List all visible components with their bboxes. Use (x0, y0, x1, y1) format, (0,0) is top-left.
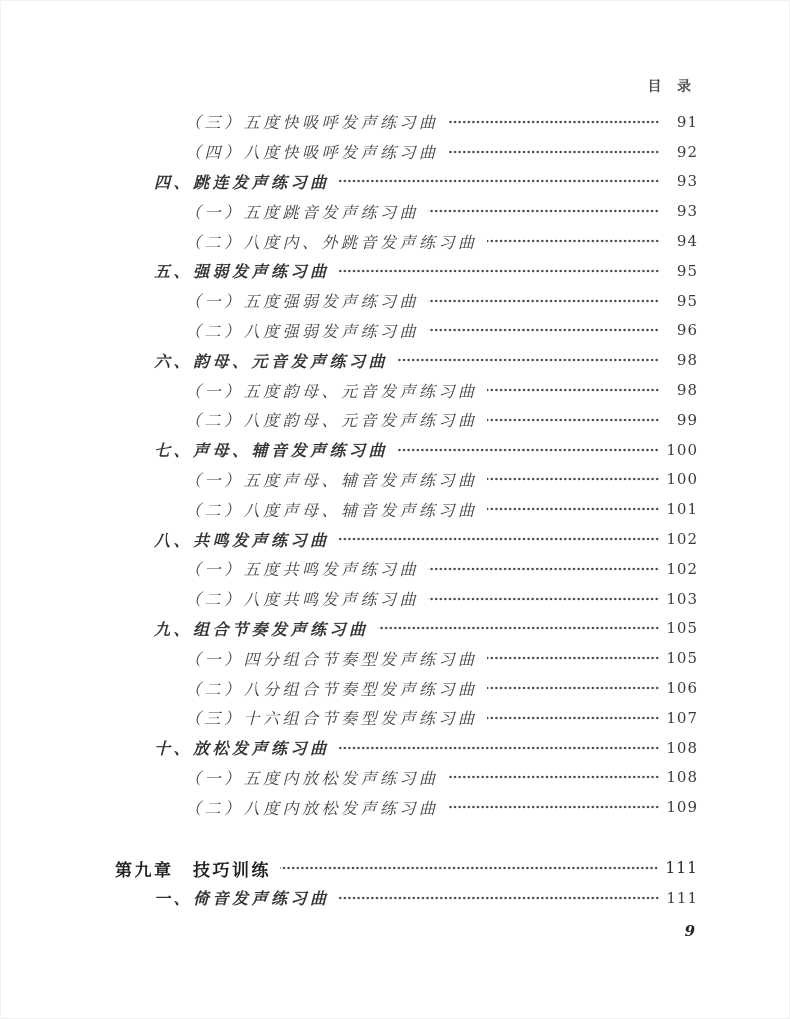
toc-entry (115, 792, 698, 822)
toc-entry (115, 733, 698, 763)
toc-entry-page: 100 (666, 440, 698, 459)
dot-leader (487, 412, 659, 428)
toc-entry-label: （一）五度内放松发声练习曲 (185, 770, 439, 788)
toc-entry (115, 883, 698, 913)
dot-leader (378, 620, 659, 636)
toc-entry-label: （一）五度强弱发声练习曲 (185, 294, 420, 312)
dot-leader (339, 531, 659, 547)
dot-leader (339, 263, 659, 279)
dot-leader (448, 769, 659, 785)
toc-entry-label: （一）五度共鸣发声练习曲 (185, 562, 420, 580)
dot-leader (487, 680, 659, 696)
toc-entry-label: 八、共鸣发声练习曲 (154, 532, 330, 550)
toc-entry-page: 93 (676, 202, 698, 221)
toc-entry-label: （二）八度韵母、元音发声练习曲 (185, 413, 478, 431)
toc-entry-page: 102 (666, 559, 698, 578)
toc-entry (115, 614, 698, 644)
toc-entry-page: 105 (666, 619, 698, 638)
toc-entry-label: 六、韵母、元音发声练习曲 (154, 353, 389, 371)
toc-entry (115, 524, 698, 554)
toc-entry-label: （一）五度韵母、元音发声练习曲 (185, 383, 478, 401)
toc-entry (115, 137, 698, 167)
toc-entry-label: （一）五度声母、辅音发声练习曲 (185, 472, 478, 490)
toc-entry-page: 101 (666, 500, 698, 519)
toc-entry (115, 435, 698, 465)
toc-entry (115, 465, 698, 495)
toc-entry (115, 643, 698, 673)
toc-entry-page: 92 (676, 142, 698, 161)
toc-entry-label: 第九章 技巧训练 (115, 860, 271, 880)
toc-entry (115, 286, 698, 316)
toc-entry-label: （一）五度跳音发声练习曲 (185, 204, 420, 222)
dot-leader (487, 501, 659, 517)
dot-leader (397, 442, 659, 458)
toc-entry-label: 一、倚音发声练习曲 (154, 891, 330, 909)
toc-entry (115, 405, 698, 435)
toc-entry-page: 106 (666, 679, 698, 698)
toc-entry-page: 102 (666, 530, 698, 549)
toc-entry-page: 93 (676, 172, 698, 191)
toc-entry-label: （三）五度快吸呼发声练习曲 (185, 115, 439, 133)
toc-entry (115, 167, 698, 197)
toc-entry (115, 375, 698, 405)
toc-entry (115, 256, 698, 286)
toc-entry-label: （二）八度内、外跳音发声练习曲 (185, 234, 478, 252)
toc-entry (115, 673, 698, 703)
toc-entry-page: 98 (676, 381, 698, 400)
dot-leader (280, 860, 658, 876)
toc-entry-label: （二）八分组合节奏型发声练习曲 (185, 681, 478, 699)
toc-entry-page: 111 (666, 888, 698, 907)
dot-leader (487, 382, 659, 398)
toc-entry-label: 五、强弱发声练习曲 (154, 264, 330, 282)
toc-entry-page: 105 (666, 649, 698, 668)
running-head: 目 录 (647, 80, 697, 95)
dot-leader (448, 114, 659, 130)
dot-leader (428, 591, 659, 607)
toc-entry-page: 98 (676, 351, 698, 370)
toc-entry-label: （二）八度强弱发声练习曲 (185, 323, 420, 341)
toc-entry-page: 103 (666, 589, 698, 608)
toc-entry-label: （四）八度快吸呼发声练习曲 (185, 145, 439, 163)
toc-entry-page: 111 (665, 859, 698, 878)
toc-entry-page: 108 (666, 738, 698, 757)
toc-entry (115, 763, 698, 793)
toc-entry (115, 345, 698, 375)
dot-leader (487, 233, 659, 249)
dot-leader (339, 740, 659, 756)
page-number: 9 (684, 922, 695, 940)
toc-entry (115, 584, 698, 614)
toc-entry (115, 853, 698, 883)
toc-entry-label: （三）十六组合节奏型发声练习曲 (185, 711, 478, 729)
toc-entry-page: 95 (676, 261, 698, 280)
toc-entry (115, 554, 698, 584)
dot-leader (448, 799, 659, 815)
toc-entry-label: （二）八度声母、辅音发声练习曲 (185, 502, 478, 520)
toc-entry-label: 十、放松发声练习曲 (154, 741, 330, 759)
toc-entry-page: 91 (676, 112, 698, 131)
toc-entry (115, 226, 698, 256)
dot-leader (487, 471, 659, 487)
toc-entry-label: 九、组合节奏发声练习曲 (154, 621, 369, 639)
toc-entry (115, 107, 698, 137)
toc-entry (115, 703, 698, 733)
dot-leader (339, 890, 659, 906)
dot-leader (428, 203, 659, 219)
dot-leader (487, 710, 659, 726)
toc-entry-page: 96 (676, 321, 698, 340)
toc-entry-label: （二）八度共鸣发声练习曲 (185, 592, 420, 610)
toc-entry-page: 94 (676, 232, 698, 251)
dot-leader (428, 561, 659, 577)
toc-entry-page: 99 (676, 410, 698, 429)
toc-entry-page: 107 (666, 708, 698, 727)
toc-entry-page: 109 (666, 798, 698, 817)
toc-entry (115, 196, 698, 226)
toc-entry-page: 108 (666, 768, 698, 787)
toc-entry-page: 100 (666, 470, 698, 489)
dot-leader (397, 352, 659, 368)
dot-leader (428, 322, 659, 338)
toc-entry (115, 316, 698, 346)
toc-entry (115, 494, 698, 524)
dot-leader (428, 293, 659, 309)
dot-leader (448, 144, 659, 160)
dot-leader (487, 650, 659, 666)
toc-entry-label: 七、声母、辅音发声练习曲 (154, 443, 389, 461)
toc-list (115, 107, 698, 913)
toc-entry-page: 95 (676, 291, 698, 310)
toc-entry-label: 四、跳连发声练习曲 (154, 174, 330, 192)
dot-leader (339, 173, 659, 189)
toc-entry-label: （一）四分组合节奏型发声练习曲 (185, 651, 478, 669)
toc-entry-label: （二）八度内放松发声练习曲 (185, 800, 439, 818)
